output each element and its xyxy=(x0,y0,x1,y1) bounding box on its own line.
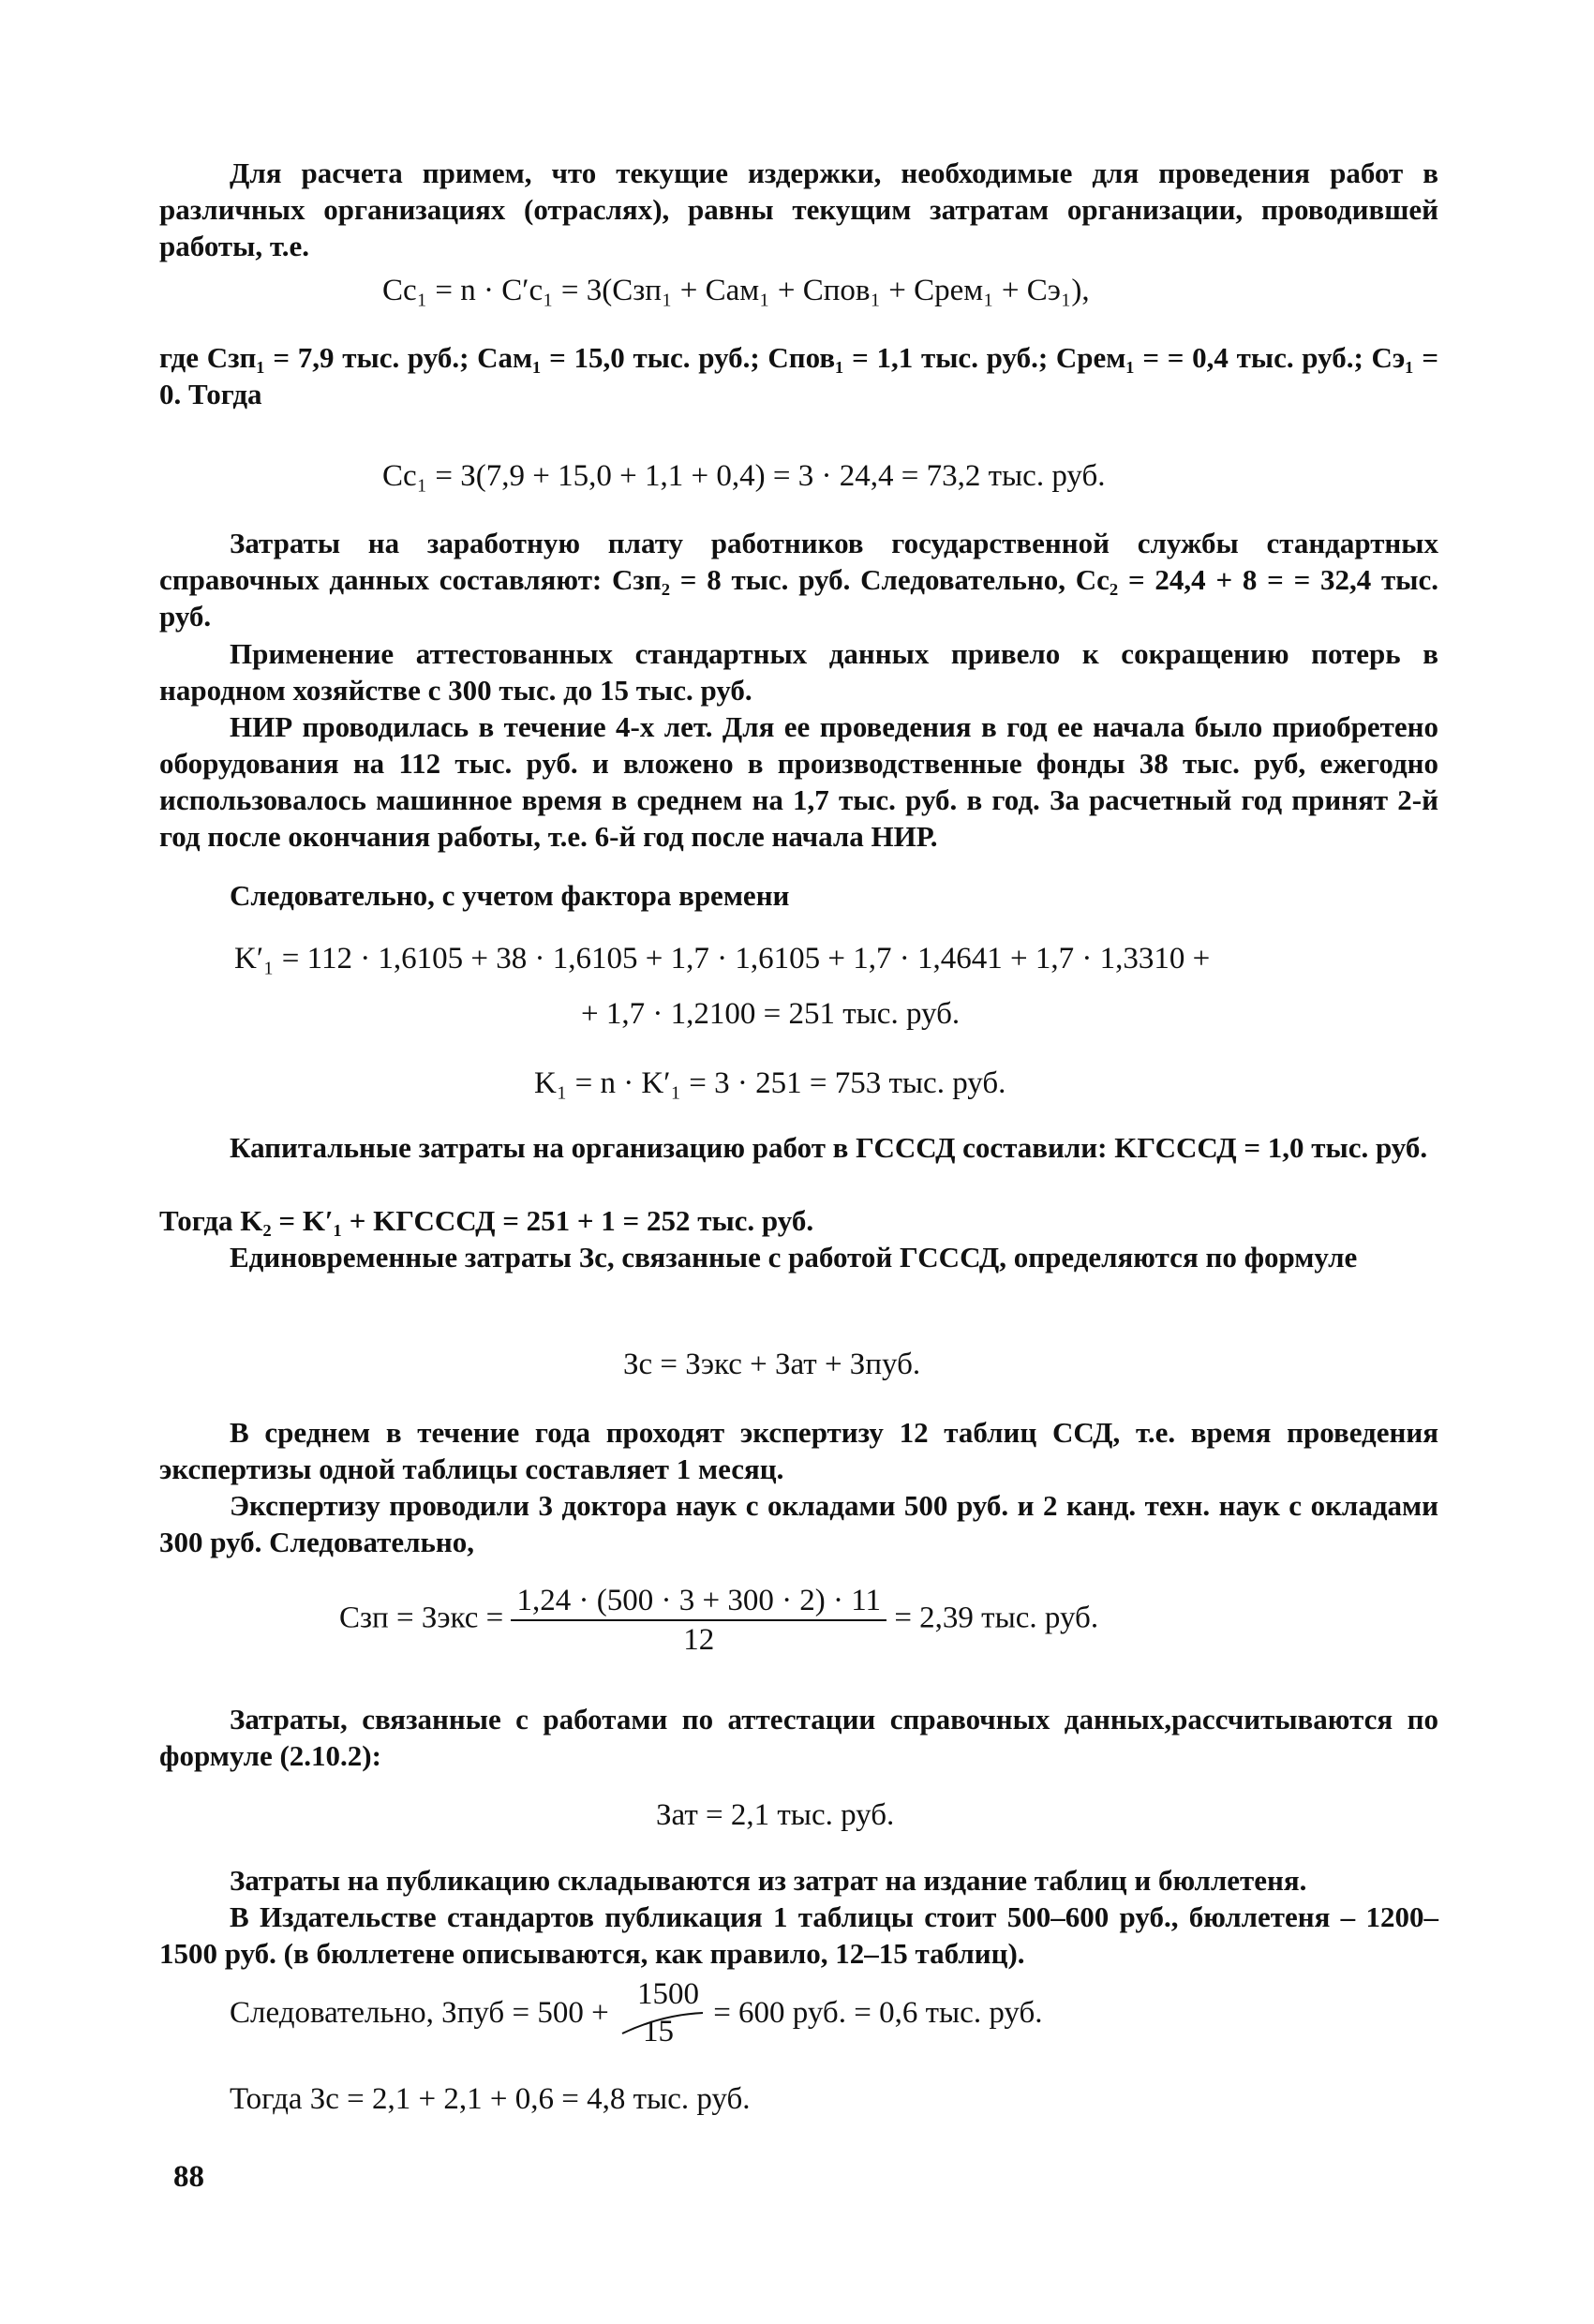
paragraph-gsssd-capital: Капитальные затраты на организацию работ в ГСССД составили: KГСССД = 1,0 тыс. руб. xyxy=(230,1131,1428,1164)
equation-current-costs: Cс₁ = n · C′с₁ = 3(Cзп₁ + Cам₁ + Cпов₁ + Cрем₁ + Cэ₁), xyxy=(382,274,1090,307)
paragraph-time-factor: Следовательно, с учетом фактора времени xyxy=(230,879,790,912)
paragraph-experts: Экспертизу проводили 3 доктора наук с окладами 500 руб. и 2 канд. техн. наук с окладами 300 руб. Следовательно, xyxy=(159,1489,1438,1558)
paragraph-one-time-costs: Единовременные затраты Зс, связанные с работой ГСССД, определяются по формуле xyxy=(230,1241,1358,1274)
equation-total-one-time: Тогда Зс = 2,1 + 2,1 + 0,6 = 4,8 тыс. руб. xyxy=(230,2082,751,2116)
equation-expertise-rhs: = 2,39 тыс. руб. xyxy=(894,1601,1099,1635)
equation-certification-costs: Зат = 2,1 тыс. руб. xyxy=(656,1798,895,1832)
equation-capital-total: K₁ = n · K′₁ = 3 · 251 = 753 тыс. руб. xyxy=(534,1066,1006,1100)
paragraph-intro: Для расчета примем, что текущие издержки, необходимые для проведения работ в различных организациях (отраслях), равны текущим затратам организации, проводившей работы, т.е. xyxy=(159,156,1438,262)
paragraph-publishing-house: В Издательстве стандартов публикация 1 таблицы стоит 500–600 руб., бюллетеня – 1200–1500 руб. (в бюллетене описываются, как правило, 12–15 таблиц). xyxy=(159,1900,1438,1970)
equation-expertise-fraction xyxy=(511,1582,886,1659)
equation-capital-k1-line1: K′₁ = 112 · 1,6105 + 38 · 1,6105 + 1,7 · 1,6105 + 1,7 · 1,4641 + 1,7 · 1,3310 + xyxy=(234,942,1211,976)
equation-publication-fraction xyxy=(617,1975,706,2050)
equation-current-costs-result: Cс₁ = З(7,9 + 15,0 + 1,1 + 0,4) = 3 · 24,4 = 73,2 тыс. руб. xyxy=(382,459,1106,493)
paragraph-research-duration: НИР проводилась в течение 4-х лет. Для ее проведения в год ее начала было приобретено оборудования на 112 тыс. руб. и вложено в производственные фонды 38 тыс. руб, ежегодно использовалось машинное время в среднем на 1,7 тыс. руб. в год. За расчетный год принят 2-й год после окончания работы, т.е. 6-й год после начала НИР. xyxy=(159,710,1438,853)
equation-expertise-costs xyxy=(339,1582,1098,1659)
paragraph-certified-data: Применение аттестованных стандартных данных привело к сокращению потерь в народном хозяйстве с 300 тыс. до 15 тыс. руб. xyxy=(159,637,1438,707)
equation-expertise-lhs: Cзп = Зэкс = xyxy=(339,1601,504,1635)
fraction-denominator: 12 xyxy=(683,1623,715,1657)
fraction-denominator: 15 xyxy=(642,2015,674,2048)
paragraph-salary-costs: Затраты на заработную плату работников государственной службы стандартных справочных данных составляют: Cзп₂ = 8 тыс. руб. Следовательно, Cс₂ = 24,4 + 8 = = 32,4 тыс. руб. xyxy=(159,527,1438,633)
paragraph-k2: Тогда K₂ = K′₁ + KГСССД = 251 + 1 = 252 тыс. руб. xyxy=(159,1204,814,1237)
equation-publication-lhs: Следовательно, Зпуб = 500 + xyxy=(230,1996,609,2030)
paragraph-cost-values: где Cзп₁ = 7,9 тыс. руб.; Cам₁ = 15,0 тыс. руб.; Cпов₁ = 1,1 тыс. руб.; Cрем₁ = = 0,4 тыс. руб.; Cэ₁ = 0. Тогда xyxy=(159,341,1438,410)
paragraph-expertise-time: В среднем в течение года проходят экспертизу 12 таблиц ССД, т.е. время проведения экспертизы одной таблицы составляет 1 месяц. xyxy=(159,1416,1438,1485)
equation-capital-k1-line2: + 1,7 · 1,2100 = 251 тыс. руб. xyxy=(581,997,961,1031)
paragraph-publication-costs: Затраты на публикацию складываются из затрат на издание таблиц и бюллетеня. xyxy=(230,1864,1307,1897)
equation-publication-costs xyxy=(230,1975,1043,2054)
page-number: 88 xyxy=(173,2160,204,2194)
equation-one-time-costs: Зс = Зэкс + Зат + Зпуб. xyxy=(623,1348,921,1381)
equation-publication-rhs: = 600 руб. = 0,6 тыс. руб. xyxy=(713,1996,1043,2030)
fraction-numerator: 1,24 · (500 · 3 + 300 · 2) · 11 xyxy=(511,1582,886,1621)
paragraph-certification-costs: Затраты, связанные с работами по аттестации справочных данных,рассчитываются по формуле (2.10.2): xyxy=(159,1703,1438,1772)
fraction-numerator: 1500 xyxy=(636,1977,699,2011)
